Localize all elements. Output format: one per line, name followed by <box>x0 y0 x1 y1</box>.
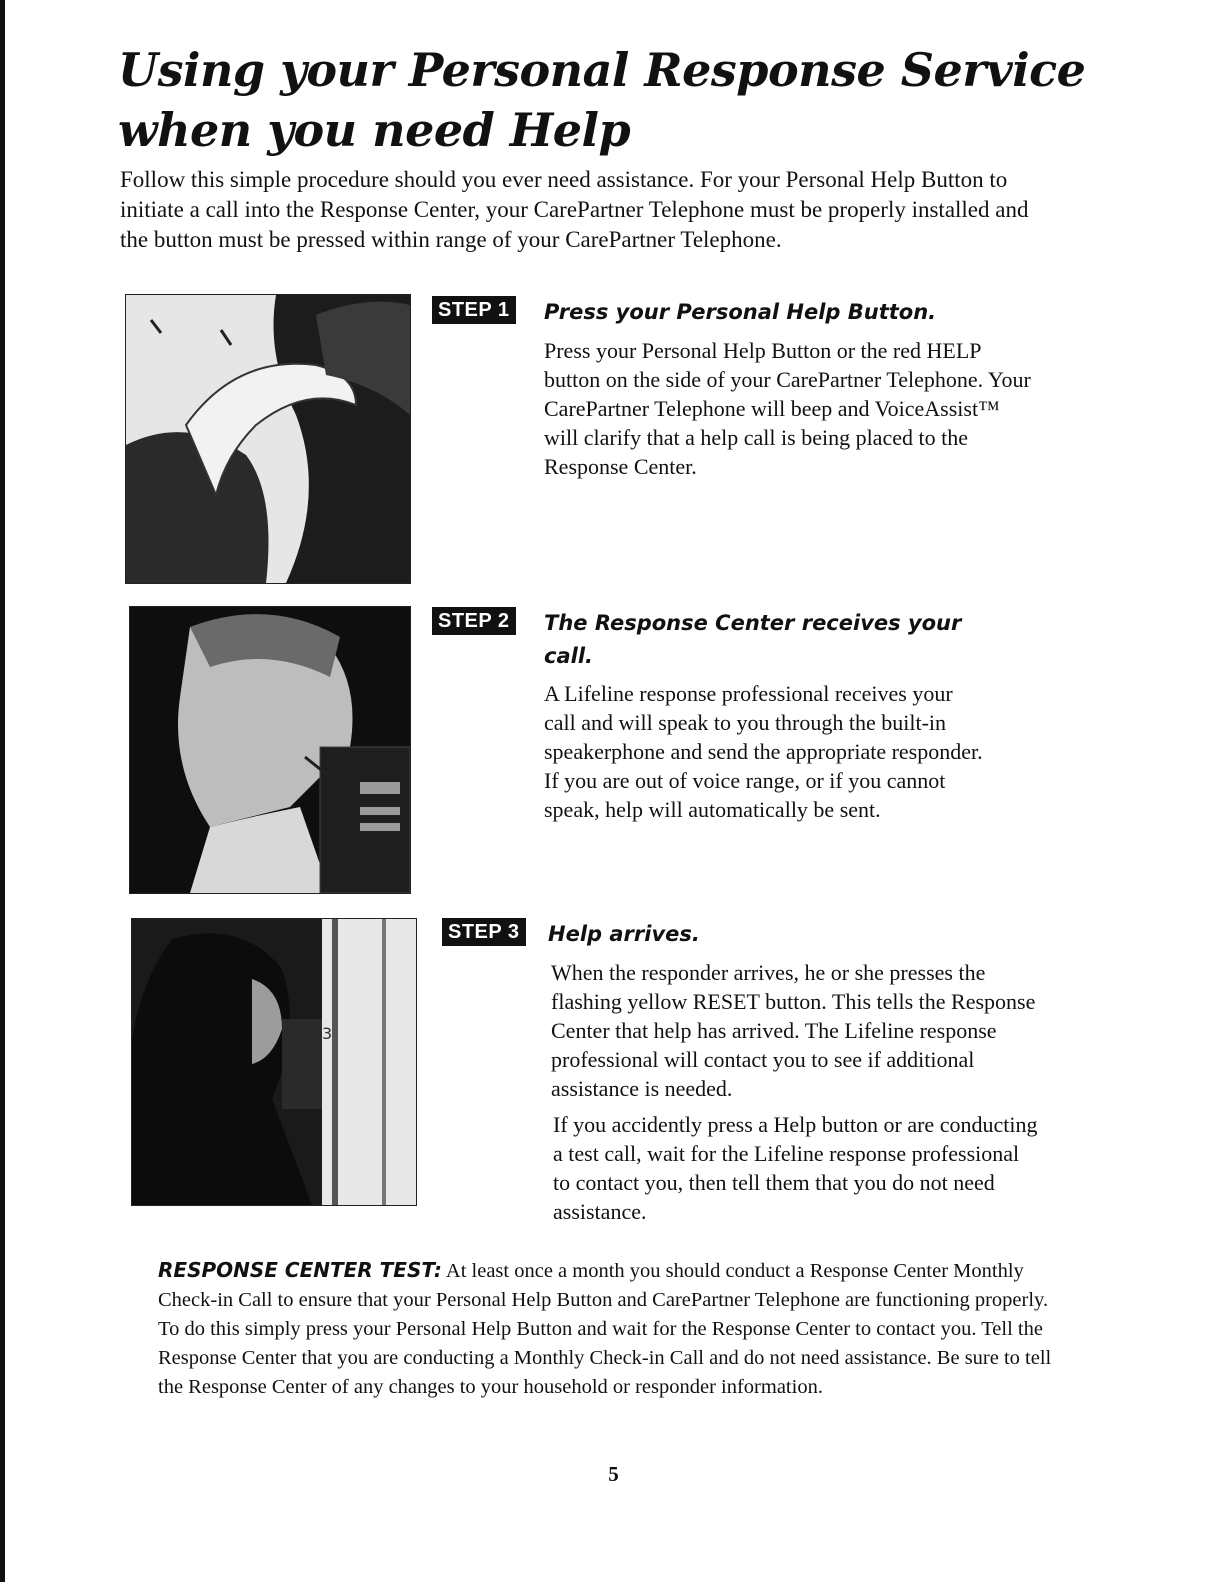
step-1-photo <box>125 294 411 584</box>
step-2-heading: The Response Center receives your call. <box>544 611 962 668</box>
step-1 <box>432 296 1072 496</box>
step-2-badge: STEP 2 <box>432 607 516 635</box>
step-3-badge: STEP 3 <box>442 918 526 946</box>
title-line-1: Using your Personal Response Service <box>118 43 1086 97</box>
response-center-test <box>158 1256 1053 1402</box>
test-label: RESPONSE CENTER TEST: <box>158 1258 442 1282</box>
step-1-badge: STEP 1 <box>432 296 516 324</box>
page-number: 5 <box>608 1462 619 1486</box>
step-3-body-1: When the responder arrives, he or she presses the flashing yellow RESET button. This tells the Response Center that help has arrived. The Lifeline response professional will contact you to see if additional assistance is needed. <box>551 960 1036 1101</box>
step-1-body: Press your Personal Help Button or the red HELP button on the side of your CarePartner Telephone. Your CarePartner Telephone will beep and VoiceAssist™ will clarify that a help call is being placed to the Response Center. <box>544 338 1031 479</box>
step-2 <box>432 607 1072 867</box>
step-3-heading: Help arrives. <box>548 922 700 946</box>
svg-text:3: 3 <box>322 1024 333 1043</box>
step-3 <box>442 918 1082 1238</box>
page-title <box>118 40 1118 160</box>
intro-paragraph: Follow this simple procedure should you ever need assistance. For your Personal Help Button to initiate a call into the Response Center, your CarePartner Telephone must be properly installed and the button must be pressed within range of your CarePartner Telephone. <box>120 167 1029 252</box>
step-1-heading: Press your Personal Help Button. <box>544 300 937 324</box>
step-2-photo <box>129 606 411 894</box>
test-text: At least once a month you should conduct a Response Center Monthly Check-in Call to ensure that your Personal Help Button and CarePartner Telephone are functioning properly. To do this simply press your Personal Help Button and wait for the Response Center to contact you. Tell the Response Center that you are conducting a Monthly Check-in Call and do not need assistance. Be sure to tell the Response Center of any changes to your household or responder information. <box>158 1260 1052 1398</box>
page-edge <box>0 0 5 1582</box>
step-3-photo <box>131 918 417 1206</box>
step-2-body: A Lifeline response professional receives your call and will speak to you through the built-in speakerphone and send the appropriate responder. If you are out of voice range, or if you cannot speak, help will automatically be sent. <box>544 681 983 822</box>
step-3-body-2: If you accidently press a Help button or are conducting a test call, wait for the Lifeline response professional to contact you, then tell them that you do not need assistance. <box>553 1112 1038 1224</box>
title-line-2: when you need Help <box>118 103 631 157</box>
